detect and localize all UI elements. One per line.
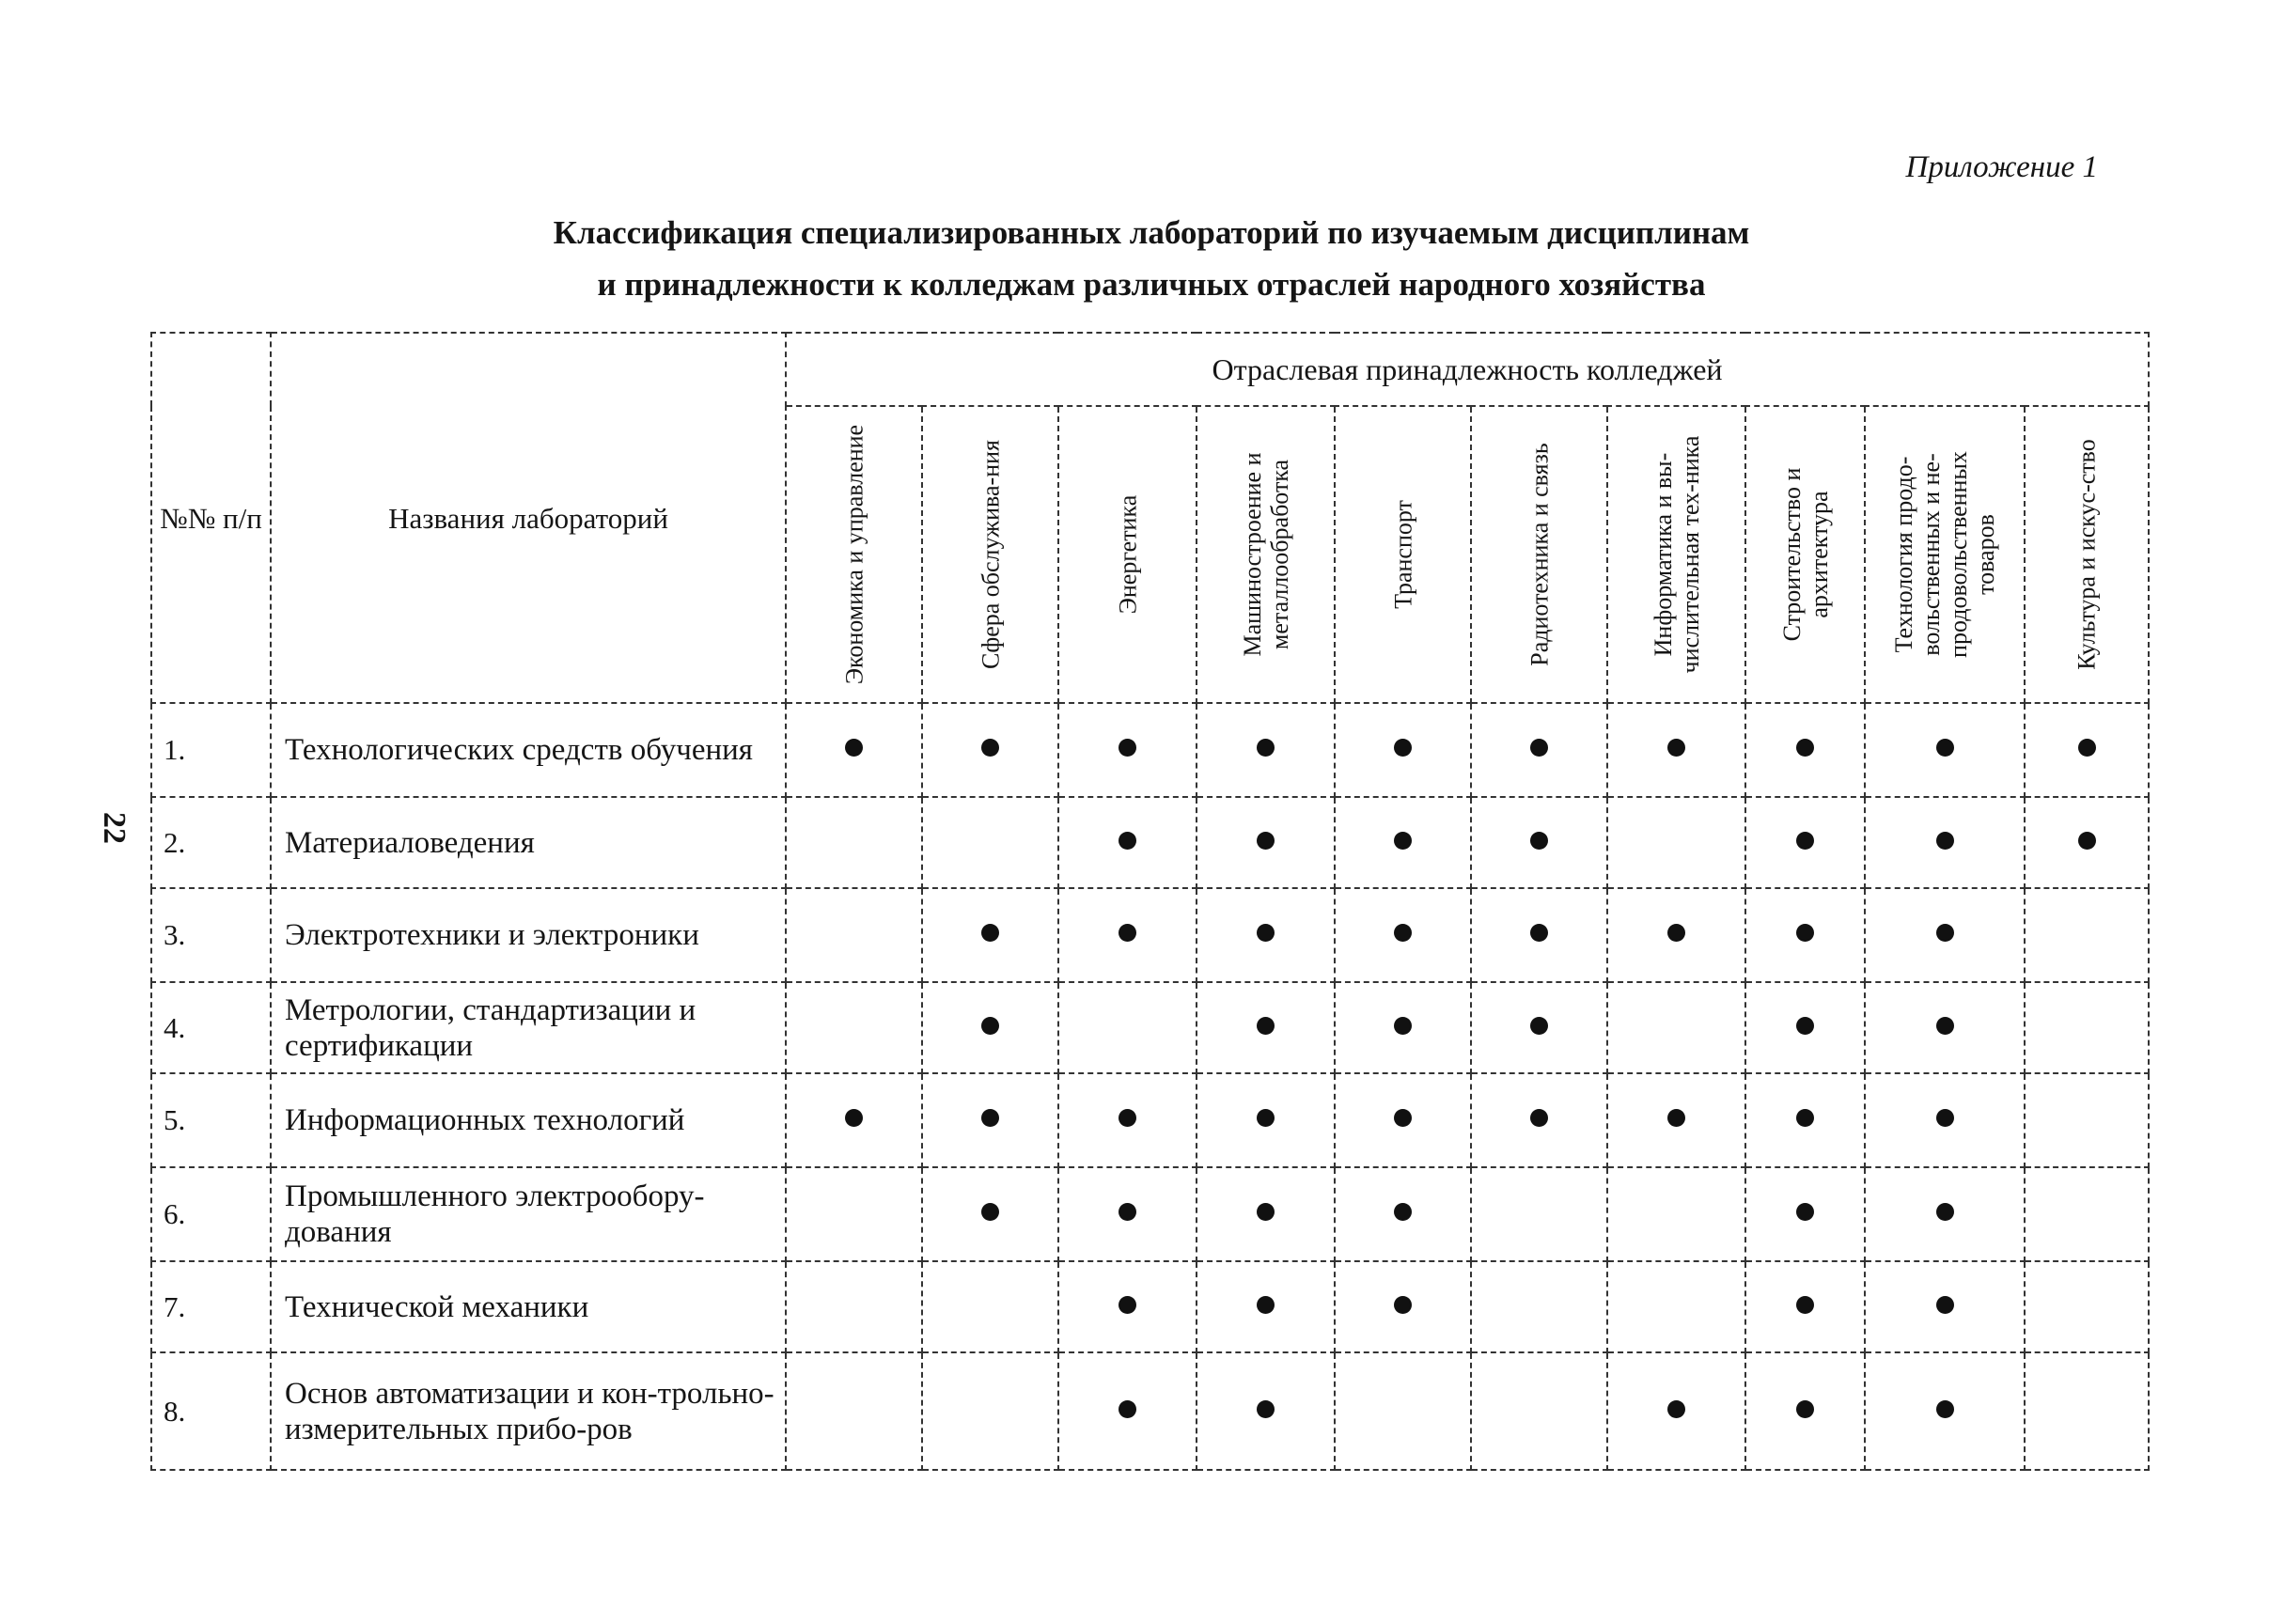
mark-cell bbox=[786, 1261, 922, 1352]
dot-mark-icon bbox=[1394, 739, 1412, 757]
mark-cell bbox=[2025, 888, 2149, 982]
dot-mark-icon bbox=[981, 924, 999, 942]
mark-cell bbox=[1335, 888, 1471, 982]
dot-mark-icon bbox=[1257, 1400, 1275, 1418]
mark-cell bbox=[1058, 1352, 1197, 1470]
dot-mark-icon bbox=[1530, 1017, 1548, 1035]
mark-cell bbox=[786, 1167, 922, 1261]
row-lab-name: Промышленного электрообору-дования bbox=[271, 1167, 786, 1261]
row-number: 8. bbox=[151, 1352, 271, 1470]
table-row bbox=[151, 1261, 2149, 1352]
mark-cell bbox=[786, 888, 922, 982]
dot-mark-icon bbox=[1796, 1400, 1814, 1418]
mark-cell bbox=[2025, 703, 2149, 797]
title-line-1: Классификация специализированных лабораторий по изучаемым дисциплинам bbox=[553, 214, 1750, 251]
mark-cell bbox=[1607, 1261, 1745, 1352]
header-number: №№ п/п bbox=[151, 333, 271, 703]
mark-cell bbox=[922, 1261, 1058, 1352]
dot-mark-icon bbox=[1119, 1109, 1136, 1127]
dot-mark-icon bbox=[1394, 924, 1412, 942]
row-number: 3. bbox=[151, 888, 271, 982]
document-title bbox=[150, 207, 2152, 310]
dot-mark-icon bbox=[1119, 1296, 1136, 1314]
dot-mark-icon bbox=[1257, 1017, 1275, 1035]
header-column-label: Строительство и архитектура bbox=[1777, 467, 1833, 642]
row-number: 7. bbox=[151, 1261, 271, 1352]
dot-mark-icon bbox=[1936, 1017, 1954, 1035]
dot-mark-icon bbox=[1796, 832, 1814, 850]
mark-cell bbox=[786, 1352, 922, 1470]
row-number: 6. bbox=[151, 1167, 271, 1261]
table-row bbox=[151, 797, 2149, 888]
dot-mark-icon bbox=[981, 739, 999, 757]
dot-mark-icon bbox=[1936, 924, 1954, 942]
row-lab-name: Технологических средств обучения bbox=[271, 703, 786, 797]
dot-mark-icon bbox=[2078, 739, 2096, 757]
mark-cell bbox=[786, 982, 922, 1073]
row-lab-name: Технической механики bbox=[271, 1261, 786, 1352]
mark-cell bbox=[1197, 982, 1335, 1073]
header-column-label: Экономика и управление bbox=[840, 424, 868, 685]
dot-mark-icon bbox=[1119, 832, 1136, 850]
mark-cell bbox=[1471, 1261, 1607, 1352]
mark-cell bbox=[922, 703, 1058, 797]
table-row bbox=[151, 982, 2149, 1073]
header-column-label: Культура и искус-ство bbox=[2073, 439, 2101, 670]
header-column-9 bbox=[1865, 406, 2025, 703]
dot-mark-icon bbox=[1936, 1400, 1954, 1418]
mark-cell bbox=[1197, 703, 1335, 797]
dot-mark-icon bbox=[1667, 739, 1685, 757]
mark-cell bbox=[1058, 1261, 1197, 1352]
appendix-label: Приложение 1 bbox=[1905, 150, 2098, 184]
row-number: 1. bbox=[151, 703, 271, 797]
dot-mark-icon bbox=[1667, 1109, 1685, 1127]
header-column-5 bbox=[1335, 406, 1471, 703]
header-column-2 bbox=[922, 406, 1058, 703]
header-industry-group: Отраслевая принадлежность колледжей bbox=[786, 333, 2149, 406]
mark-cell bbox=[1607, 1167, 1745, 1261]
row-number: 2. bbox=[151, 797, 271, 888]
mark-cell bbox=[1058, 888, 1197, 982]
mark-cell bbox=[786, 1073, 922, 1167]
mark-cell bbox=[2025, 1261, 2149, 1352]
dot-mark-icon bbox=[1257, 924, 1275, 942]
mark-cell bbox=[1607, 797, 1745, 888]
dot-mark-icon bbox=[981, 1109, 999, 1127]
dot-mark-icon bbox=[1796, 1017, 1814, 1035]
dot-mark-icon bbox=[1394, 1017, 1412, 1035]
dot-mark-icon bbox=[1796, 739, 1814, 757]
header-column-label: Информатика и вы-числительная тех-ника bbox=[1649, 435, 1704, 674]
mark-cell bbox=[1471, 888, 1607, 982]
mark-cell bbox=[1471, 797, 1607, 888]
header-column-label: Технология продо-вольственных и не-продовольственных товаров bbox=[1890, 451, 1999, 658]
header-column-8 bbox=[1745, 406, 1865, 703]
mark-cell bbox=[1335, 1073, 1471, 1167]
row-lab-name: Метрологии, стандартизации и сертификации bbox=[271, 982, 786, 1073]
dot-mark-icon bbox=[1119, 739, 1136, 757]
dot-mark-icon bbox=[1936, 832, 1954, 850]
dot-mark-icon bbox=[845, 739, 863, 757]
dot-mark-icon bbox=[1257, 739, 1275, 757]
mark-cell bbox=[1865, 1073, 2025, 1167]
mark-cell bbox=[1471, 1352, 1607, 1470]
dot-mark-icon bbox=[1394, 832, 1412, 850]
mark-cell bbox=[1058, 982, 1197, 1073]
mark-cell bbox=[1865, 888, 2025, 982]
mark-cell bbox=[2025, 1167, 2149, 1261]
dot-mark-icon bbox=[1394, 1296, 1412, 1314]
table-row bbox=[151, 1073, 2149, 1167]
dot-mark-icon bbox=[1530, 739, 1548, 757]
row-number: 4. bbox=[151, 982, 271, 1073]
mark-cell bbox=[922, 1352, 1058, 1470]
mark-cell bbox=[2025, 1073, 2149, 1167]
mark-cell bbox=[1607, 1352, 1745, 1470]
dot-mark-icon bbox=[1796, 924, 1814, 942]
header-column-label: Транспорт bbox=[1389, 500, 1416, 609]
dot-mark-icon bbox=[981, 1017, 999, 1035]
dot-mark-icon bbox=[1667, 924, 1685, 942]
mark-cell bbox=[1745, 982, 1865, 1073]
dot-mark-icon bbox=[1936, 739, 1954, 757]
mark-cell bbox=[1745, 703, 1865, 797]
mark-cell bbox=[1335, 1167, 1471, 1261]
mark-cell bbox=[1197, 1073, 1335, 1167]
mark-cell bbox=[1058, 797, 1197, 888]
dot-mark-icon bbox=[1257, 1109, 1275, 1127]
laboratories-table bbox=[150, 332, 2150, 1471]
mark-cell bbox=[786, 703, 922, 797]
dot-mark-icon bbox=[1119, 1400, 1136, 1418]
mark-cell bbox=[1058, 1073, 1197, 1167]
mark-cell bbox=[1471, 1167, 1607, 1261]
dot-mark-icon bbox=[1936, 1203, 1954, 1221]
mark-cell bbox=[1745, 1073, 1865, 1167]
mark-cell bbox=[1335, 703, 1471, 797]
mark-cell bbox=[1197, 1352, 1335, 1470]
mark-cell bbox=[1745, 1261, 1865, 1352]
header-column-3 bbox=[1058, 406, 1197, 703]
dot-mark-icon bbox=[1257, 1296, 1275, 1314]
header-column-1 bbox=[786, 406, 922, 703]
mark-cell bbox=[1197, 797, 1335, 888]
mark-cell bbox=[922, 982, 1058, 1073]
table-row bbox=[151, 888, 2149, 982]
header-column-label: Радиотехника и связь bbox=[1525, 443, 1553, 666]
mark-cell bbox=[922, 1167, 1058, 1261]
dot-mark-icon bbox=[1936, 1109, 1954, 1127]
mark-cell bbox=[1197, 888, 1335, 982]
dot-mark-icon bbox=[1257, 832, 1275, 850]
mark-cell bbox=[1865, 1167, 2025, 1261]
dot-mark-icon bbox=[1796, 1203, 1814, 1221]
table-row bbox=[151, 1352, 2149, 1470]
mark-cell bbox=[1471, 1073, 1607, 1167]
dot-mark-icon bbox=[1667, 1400, 1685, 1418]
dot-mark-icon bbox=[845, 1109, 863, 1127]
dot-mark-icon bbox=[1119, 924, 1136, 942]
dot-mark-icon bbox=[1530, 832, 1548, 850]
mark-cell bbox=[1865, 1352, 2025, 1470]
row-lab-name: Основ автоматизации и кон-трольно-измерительных прибо-ров bbox=[271, 1352, 786, 1470]
mark-cell bbox=[1865, 982, 2025, 1073]
mark-cell bbox=[1197, 1261, 1335, 1352]
row-lab-name: Информационных технологий bbox=[271, 1073, 786, 1167]
mark-cell bbox=[1607, 1073, 1745, 1167]
dot-mark-icon bbox=[1530, 1109, 1548, 1127]
page-number: 22 bbox=[97, 812, 132, 844]
mark-cell bbox=[1335, 1261, 1471, 1352]
row-lab-name: Электротехники и электроники bbox=[271, 888, 786, 982]
dot-mark-icon bbox=[1257, 1203, 1275, 1221]
title-line-2: и принадлежности к колледжам различных отраслей народного хозяйства bbox=[597, 266, 1706, 303]
mark-cell bbox=[2025, 797, 2149, 888]
mark-cell bbox=[922, 888, 1058, 982]
mark-cell bbox=[1607, 982, 1745, 1073]
mark-cell bbox=[1745, 1352, 1865, 1470]
mark-cell bbox=[1745, 797, 1865, 888]
mark-cell bbox=[1865, 703, 2025, 797]
dot-mark-icon bbox=[1530, 924, 1548, 942]
mark-cell bbox=[922, 797, 1058, 888]
dot-mark-icon bbox=[1394, 1203, 1412, 1221]
mark-cell bbox=[1335, 1352, 1471, 1470]
header-column-6 bbox=[1471, 406, 1607, 703]
dot-mark-icon bbox=[1796, 1109, 1814, 1127]
header-lab-name: Названия лабораторий bbox=[271, 333, 786, 703]
mark-cell bbox=[1471, 982, 1607, 1073]
mark-cell bbox=[1335, 797, 1471, 888]
row-lab-name: Материаловедения bbox=[271, 797, 786, 888]
dot-mark-icon bbox=[1394, 1109, 1412, 1127]
mark-cell bbox=[1865, 797, 2025, 888]
mark-cell bbox=[1745, 888, 1865, 982]
mark-cell bbox=[1865, 1261, 2025, 1352]
header-column-4 bbox=[1197, 406, 1335, 703]
mark-cell bbox=[1058, 703, 1197, 797]
mark-cell bbox=[1607, 888, 1745, 982]
mark-cell bbox=[1607, 703, 1745, 797]
mark-cell bbox=[786, 797, 922, 888]
mark-cell bbox=[1745, 1167, 1865, 1261]
table-row bbox=[151, 1167, 2149, 1261]
table-row bbox=[151, 703, 2149, 797]
header-column-10 bbox=[2025, 406, 2149, 703]
header-column-label: Энергетика bbox=[1114, 494, 1141, 615]
row-number: 5. bbox=[151, 1073, 271, 1167]
dot-mark-icon bbox=[2078, 832, 2096, 850]
mark-cell bbox=[2025, 982, 2149, 1073]
dot-mark-icon bbox=[981, 1203, 999, 1221]
dot-mark-icon bbox=[1119, 1203, 1136, 1221]
dot-mark-icon bbox=[1936, 1296, 1954, 1314]
header-column-label: Машиностроение и металлообработка bbox=[1238, 452, 1293, 657]
mark-cell bbox=[1197, 1167, 1335, 1261]
header-column-7 bbox=[1607, 406, 1745, 703]
dot-mark-icon bbox=[1796, 1296, 1814, 1314]
mark-cell bbox=[922, 1073, 1058, 1167]
mark-cell bbox=[2025, 1352, 2149, 1470]
mark-cell bbox=[1471, 703, 1607, 797]
mark-cell bbox=[1335, 982, 1471, 1073]
header-column-label: Сфера обслужива-ния bbox=[977, 440, 1004, 669]
mark-cell bbox=[1058, 1167, 1197, 1261]
